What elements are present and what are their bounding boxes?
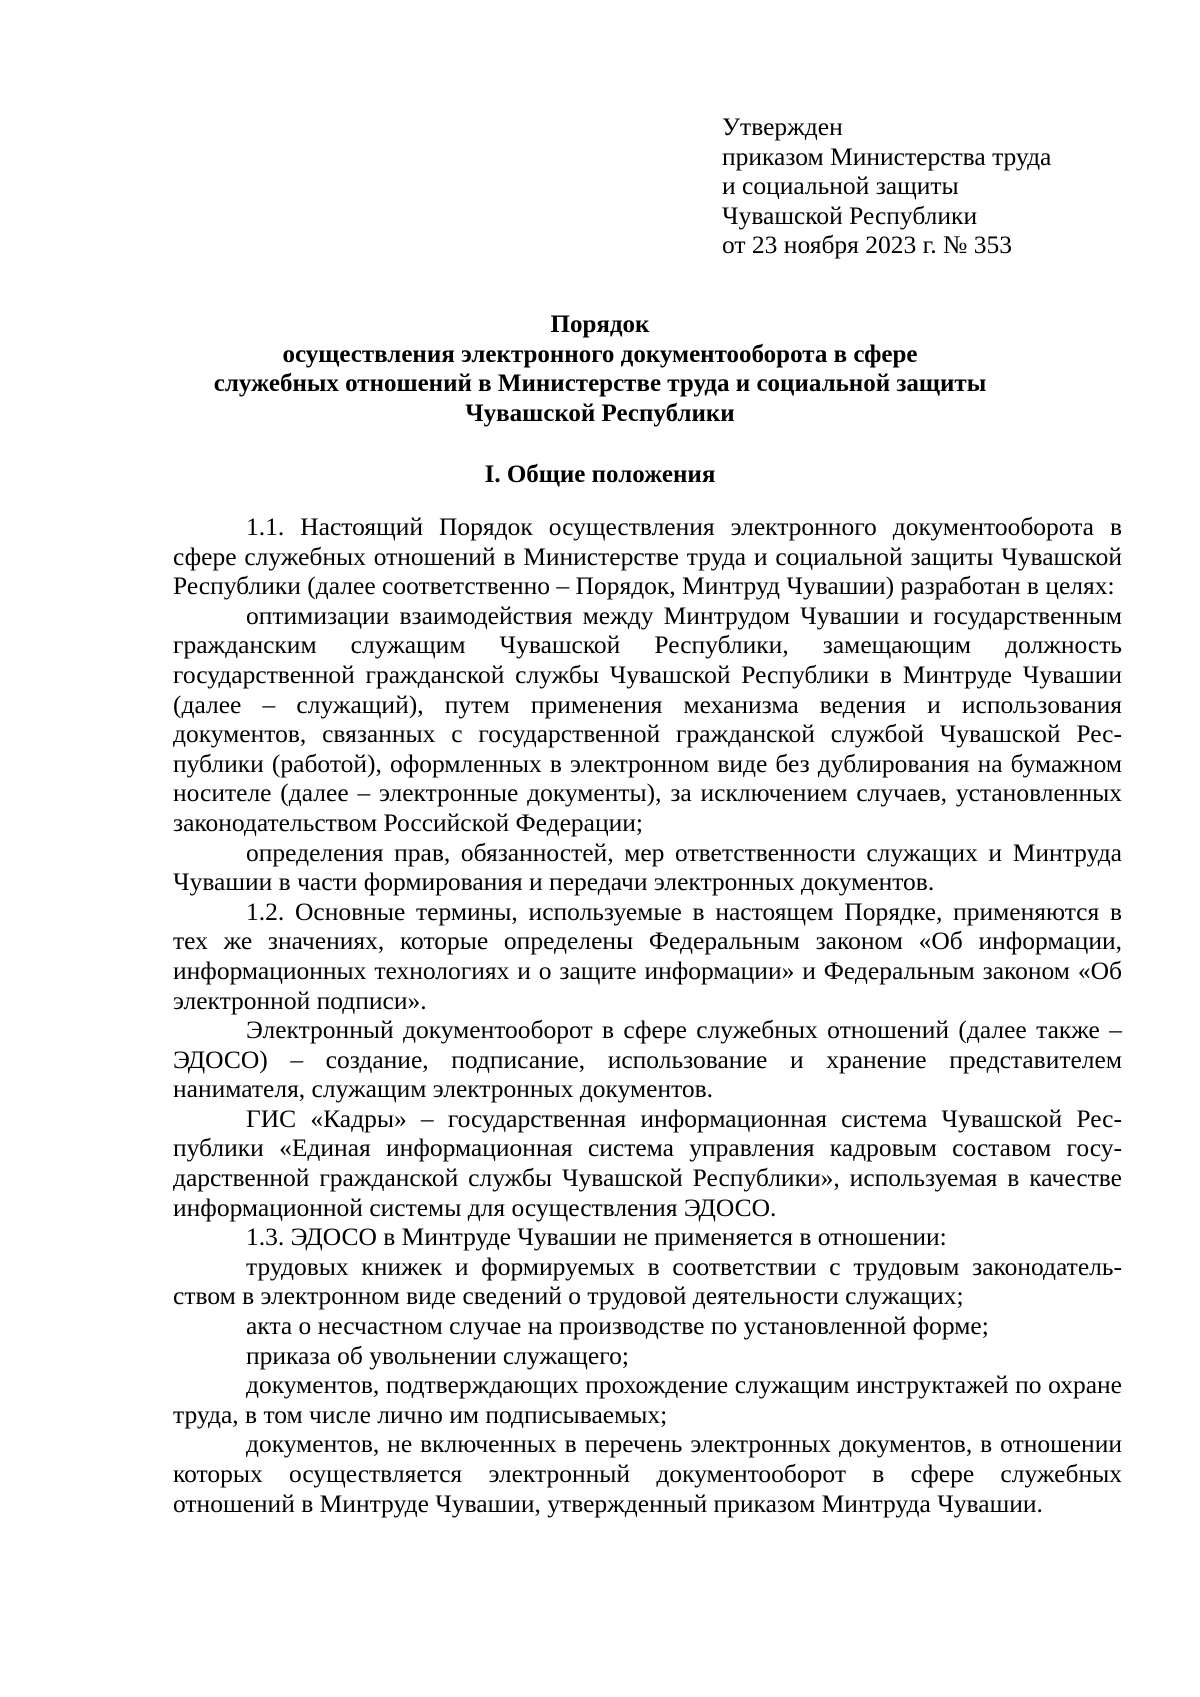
paragraph: оптимизации взаимодействия между Минтрудом Чувашии и государственным гражданским служащим Чувашской Республики, замещающим должность государственной гражданской службы Чувашской Республики в Минтруде Чувашии (далее – служащий), путем применения механизма ведения и использования документов, связанных с государственной гражданской службой Чувашской Республики (работой), оформленных в электронном виде без дублирования на бумажном носителе (далее – электронные документы), за исключением случаев, установленных законодательством Российской Федерации; xyxy=(173,600,1122,837)
paragraph: акта о несчастном случае на производстве по установленной форме; xyxy=(246,1311,989,1341)
title-line: осуществления электронного документооборота в сфере xyxy=(282,340,918,368)
title-line: Чувашской Республики xyxy=(465,399,735,427)
paragraph: 1.3. ЭДОСО в Минтруде Чувашии не применяется в отношении: xyxy=(246,1222,947,1252)
title-line: Порядок xyxy=(550,311,650,338)
paragraph: трудовых книжек и формируемых в соответствии с трудовым законодательством в электронном виде сведений о трудовой деятельности служащих; xyxy=(173,1251,1122,1311)
paragraph: определения прав, обязанностей, мер ответственности служащих и Минтруда Чувашии в части формирования и передачи электронных документов. xyxy=(173,837,1122,897)
document-title xyxy=(0,310,1200,428)
approval-line: приказом Министерства труда xyxy=(722,141,1052,171)
paragraph: документов, не включенных в перечень электронных документов, в отношении которых осуществляется электронный документооборот в сфере служебных отношений в Минтруде Чувашии, утвержденный приказом Минтруда Чувашии. xyxy=(173,1429,1122,1518)
title-line: служебных отношений в Министерстве труда и социальной защиты xyxy=(213,370,987,397)
paragraph: приказа об увольнении служащего; xyxy=(246,1340,629,1370)
paragraph: Электронный документооборот в сфере служебных отношений (далее также – ЭДОСО) – создание, подписание, использование и хранение представителем нанимателя, служащим электронных документов. xyxy=(173,1015,1122,1104)
paragraph: 1.2. Основные термины, используемые в настоящем Порядке, применяются в тех же значениях, которые определены Федеральным законом «Об информации, информационных технологиях и о защите информации» и Федеральным законом «Об электронной подписи». xyxy=(173,896,1122,1015)
paragraph: 1.1. Настоящий Порядок осуществления электронного документооборота в сфере служебных отношений в Министерстве труда и социальной защиты Чувашской Республики (далее соответственно – Порядок, Минтруд Чувашии) разработан в целях: xyxy=(173,512,1122,601)
approval-line: Чувашской Республики xyxy=(722,200,978,230)
paragraph: ГИС «Кадры» – государственная информационная система Чувашской Республики «Единая информационная система управления кадровым составом государственной гражданской службы Чувашской Республики», используемая в качестве информационной системы для осуществления ЭДОСО. xyxy=(173,1103,1122,1222)
paragraph: документов, подтверждающих прохождение служащим инструктажей по охране труда, в том числе лично им подписываемых; xyxy=(173,1370,1122,1429)
document-body xyxy=(173,512,1122,1518)
approval-line: Утвержден xyxy=(722,112,843,141)
approval-line: от 23 ноября 2023 г. № 353 xyxy=(722,230,1012,259)
section-heading: I. Общие положения xyxy=(484,461,716,488)
approval-line: и социальной защиты xyxy=(722,171,959,200)
approval-stamp-block xyxy=(722,112,1162,260)
